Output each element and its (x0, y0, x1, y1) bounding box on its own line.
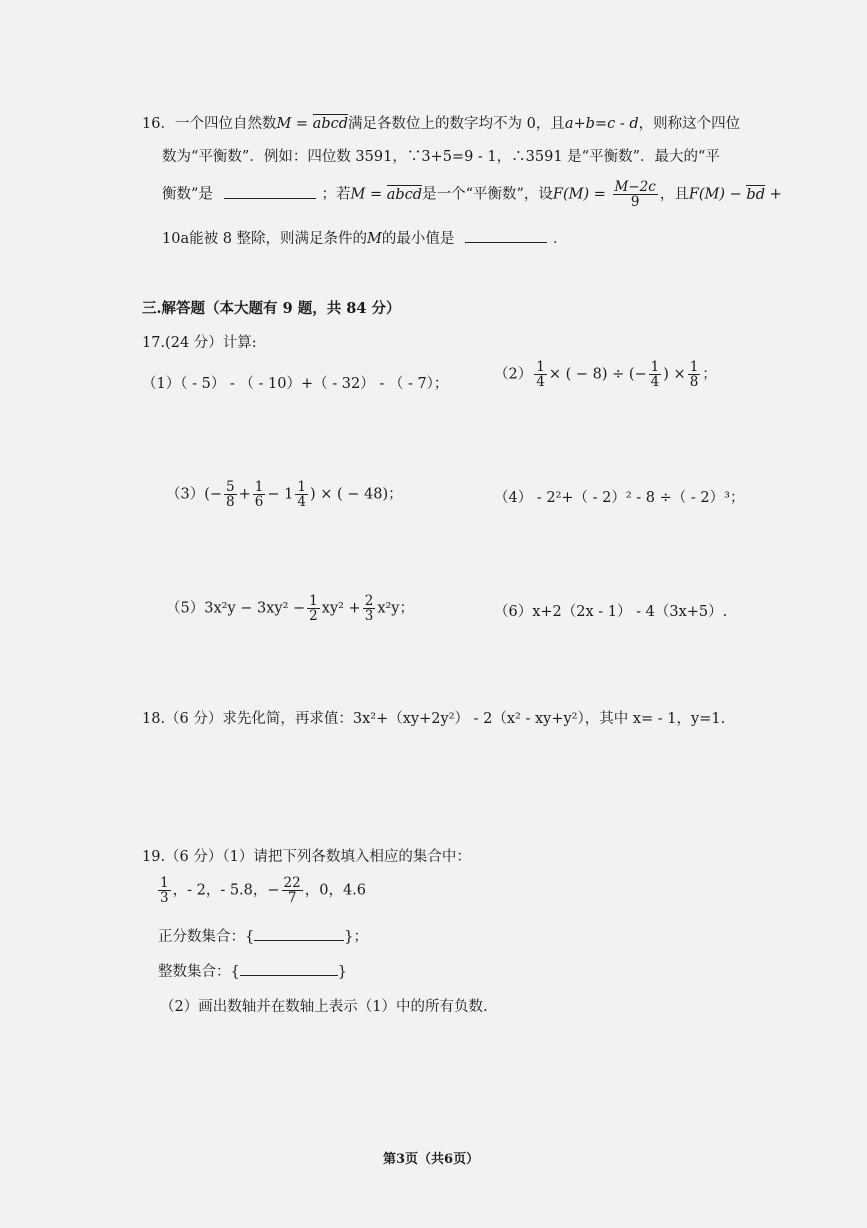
q17-part-5 (166, 594, 414, 623)
q19-set2-label: 整数集合：{ (158, 964, 240, 980)
q16-max-label: 衡数”是 (162, 186, 213, 203)
q19-frac-2-num: 22 (283, 875, 301, 891)
q19-frac-1-num: 1 (160, 875, 169, 891)
q17-p3-label: （3）(− (166, 486, 223, 503)
q16-plus: + (764, 186, 782, 203)
q17-p2-mid: × ( − 8) ÷ (− (548, 366, 647, 383)
q19-set-positive-fractions (158, 925, 368, 946)
q19-set2-end: } (337, 964, 347, 980)
q16-answer-blank-1[interactable] (224, 198, 316, 199)
q17-p3-frac-2-num: 1 (254, 479, 264, 495)
q17-p5-frac-1-den: 2 (309, 608, 318, 625)
q16-FM: F(M) = (552, 186, 611, 203)
q16-period: ． (553, 231, 568, 247)
q17-p2-end: ； (702, 366, 717, 383)
q16-abcd-overline: abcd (312, 116, 349, 132)
q19-numbers (156, 876, 366, 905)
q17-p2-mid2: ) × (663, 366, 686, 383)
q17-p5-end: x²y； (377, 600, 414, 617)
q17-part-2 (494, 360, 717, 389)
q17-p3-frac-3-num: 1 (297, 479, 306, 495)
q17-p3-frac-1-den: 8 (226, 494, 235, 511)
q19-numbers-mid: ，- 2，- 5.8，− (172, 882, 280, 899)
q17-p3-frac-1 (224, 480, 237, 509)
q16-line-1 (142, 112, 740, 133)
q16-FM2: F(M) − (688, 186, 747, 203)
q16-M2: M = (350, 186, 387, 203)
q19-frac-2 (282, 876, 303, 905)
q16-equation: a+b=c - d (564, 116, 639, 132)
q16-fraction (613, 180, 658, 209)
q17-part-3 (166, 480, 403, 509)
q19-frac-1 (158, 876, 171, 905)
q19-set1-blank[interactable] (254, 940, 344, 941)
q16-example: 数为“平衡数”．例如：四位数 3591，∵3+5=9 - 1，∴3591 是“平衡数”．最大的“平 (162, 149, 720, 165)
q16-answer-blank-2[interactable] (465, 242, 547, 243)
q17-p3-frac-2 (253, 480, 266, 509)
q17-p3-frac-3 (295, 480, 308, 509)
q17-part-6: （6）x+2（2x - 1） - 4（3x+5）. (494, 604, 728, 620)
q19-title: 19.（6 分）（1）请把下列各数填入相应的集合中： (142, 849, 471, 865)
q17-p3-frac-1-num: 5 (226, 479, 235, 495)
q17-p5-frac-2-den: 3 (364, 608, 374, 625)
q17-p5-frac-2 (363, 594, 376, 623)
section-3-heading: 三.解答题（本大题有 9 题，共 84 分） (142, 300, 401, 317)
q16-if: ；若 (321, 186, 351, 203)
q17-p2-frac-1-num: 1 (536, 359, 545, 375)
q18-text: 18.（6 分）求先化简，再求值：3x²+（xy+2y²） - 2（x² - xy+y²），其中 x= - 1，y=1. (142, 711, 726, 727)
q17-p2-frac-3 (688, 360, 701, 389)
q19-set1-end: }； (344, 929, 368, 945)
q19-set1-label: 正分数集合：{ (158, 929, 255, 945)
q19-part-2: （2）画出数轴并在数轴上表示（1）中的所有负数. (160, 999, 488, 1015)
q17-p2-frac-1 (534, 360, 547, 389)
q17-p3-minus: − 1 (267, 486, 294, 503)
q17-p2-frac-1-den: 4 (536, 374, 545, 391)
q16-abcd-overline-2: abcd (386, 186, 423, 203)
q16-intro: 16．一个四位自然数 (142, 116, 277, 132)
q16-M3: M (367, 231, 382, 247)
q16-line-4 (162, 227, 568, 248)
q17-p5-frac-1 (307, 594, 320, 623)
q16-condition: 满足各数位上的数字均不为 0，且 (348, 116, 565, 132)
q17-p5-mid: xy² + (321, 600, 361, 617)
q19-frac-2-den: 7 (287, 890, 297, 907)
q16-bd-overline: bd (746, 186, 765, 203)
q17-p2-frac-3-den: 8 (689, 374, 699, 391)
q17-p3-frac-3-den: 4 (297, 494, 306, 511)
q19-frac-1-den: 3 (160, 890, 169, 907)
q16-fraction-den: 9 (630, 194, 640, 211)
q17-p3-end: ) × ( − 48)； (309, 486, 403, 503)
q16-fraction-num: M−2c (614, 179, 656, 195)
q19-numbers-end: ，0，4.6 (304, 882, 367, 899)
q17-title: 17.(24 分）计算: (142, 335, 257, 351)
q17-p2-frac-2-den: 4 (650, 374, 660, 391)
q17-p5-frac-1-num: 1 (309, 593, 318, 609)
q17-part-1: （1）（ - 5） - （ - 10）+（ - 32） - （ - 7）； (142, 376, 449, 392)
q19-set-integers (158, 960, 347, 981)
q17-p3-frac-2-den: 6 (254, 494, 264, 511)
q16-divisible: 10a能被 8 整除，则满足条件的 (162, 231, 368, 247)
q17-p5-label: （5）3x²y − 3xy² − (166, 600, 306, 617)
q19-set2-blank[interactable] (240, 975, 338, 976)
q17-part-4: （4） - 2²+（ - 2）² - 8 ÷（ - 2）³； (494, 490, 745, 506)
q16-min-label: 的最小值是 (381, 231, 455, 247)
q17-p3-plus: + (238, 486, 251, 503)
q17-p2-frac-2-num: 1 (650, 359, 660, 375)
q17-p2-frac-2 (649, 360, 662, 389)
q16-and: ，且 (659, 186, 689, 203)
q16-definition: ，则称这个四位 (638, 116, 741, 132)
q16-M: M = (276, 116, 313, 132)
q17-p5-frac-2-num: 2 (364, 593, 374, 609)
q16-balance: 是一个“平衡数”，设 (422, 186, 553, 203)
q17-p2-frac-3-num: 1 (689, 359, 699, 375)
q17-p2-label: （2） (494, 366, 533, 383)
page-footer: 第3页（共6页） (383, 1152, 480, 1167)
q16-line-2 (162, 145, 720, 166)
q16-line-3 (162, 180, 782, 209)
